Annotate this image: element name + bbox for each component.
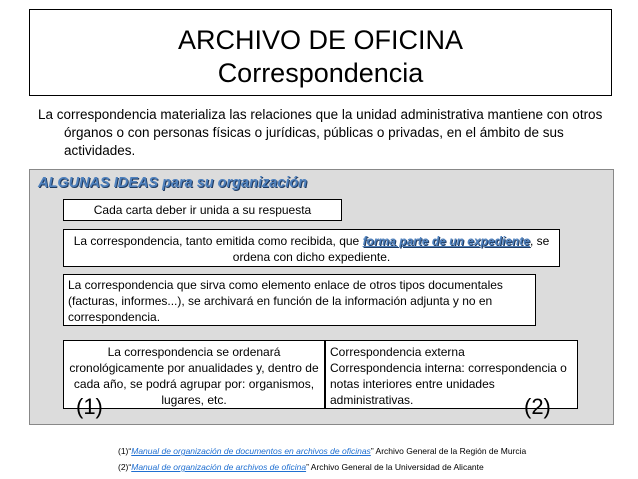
expediente-link[interactable]: forma parte de un expediente [362, 234, 530, 248]
note-internal-line: Correspondencia interna: correspondencia o notas interiores entre unidades administrativas. [330, 361, 567, 407]
reference-1-link[interactable]: Manual de organización de documentos en archivos de oficinas [131, 446, 371, 456]
reference-2-suffix: ” Archivo General de la Universidad de Alicante [306, 462, 484, 472]
note-linking-element: La correspondencia que sirva como elemento enlace de otros tipos documentales (facturas, informes...), se archivará en función de la información adjunta y no en correspondencia. [63, 274, 536, 326]
reference-1-suffix: ” Archivo General de la Región de Murcia [370, 446, 527, 456]
note-expediente-before: La correspondencia, tanto emitida como recibida, que [73, 234, 363, 248]
note-expediente-after: , se ordena con dicho expediente. [232, 234, 550, 264]
page-subtitle: Correspondencia [217, 58, 424, 88]
reference-1-prefix: (1)“ [118, 446, 132, 456]
reference-marker-2: (2) [524, 394, 551, 419]
ideas-heading: ALGUNAS IDEAS para su organización [38, 175, 308, 191]
note-letter-reply: Cada carta deber ir unida a su respuesta [63, 199, 342, 221]
intro-paragraph: La correspondencia materializa las relaciones que la unidad administrativa mantiene con otros órganos o con personas físicas o jurídicas, públicas o privadas, en el ámbito de sus actividades. [38, 107, 603, 158]
note-chronological: La correspondencia se ordenará cronológicamente por anualidades y, dentro de cada año, se podrá agrupar por: organismos, lugares, etc. [63, 340, 325, 409]
note-expediente [63, 229, 560, 267]
reference-marker-1: (1) [76, 394, 103, 419]
page-title: ARCHIVO DE OFICINA [177, 25, 464, 55]
reference-2-prefix: (2)“ [118, 462, 132, 472]
title-box [29, 9, 612, 96]
reference-1 [118, 445, 526, 457]
reference-2 [118, 461, 484, 473]
note-external-line: Correspondencia externa [330, 345, 465, 359]
reference-2-link[interactable]: Manual de organización de archivos de oficina [131, 462, 307, 472]
